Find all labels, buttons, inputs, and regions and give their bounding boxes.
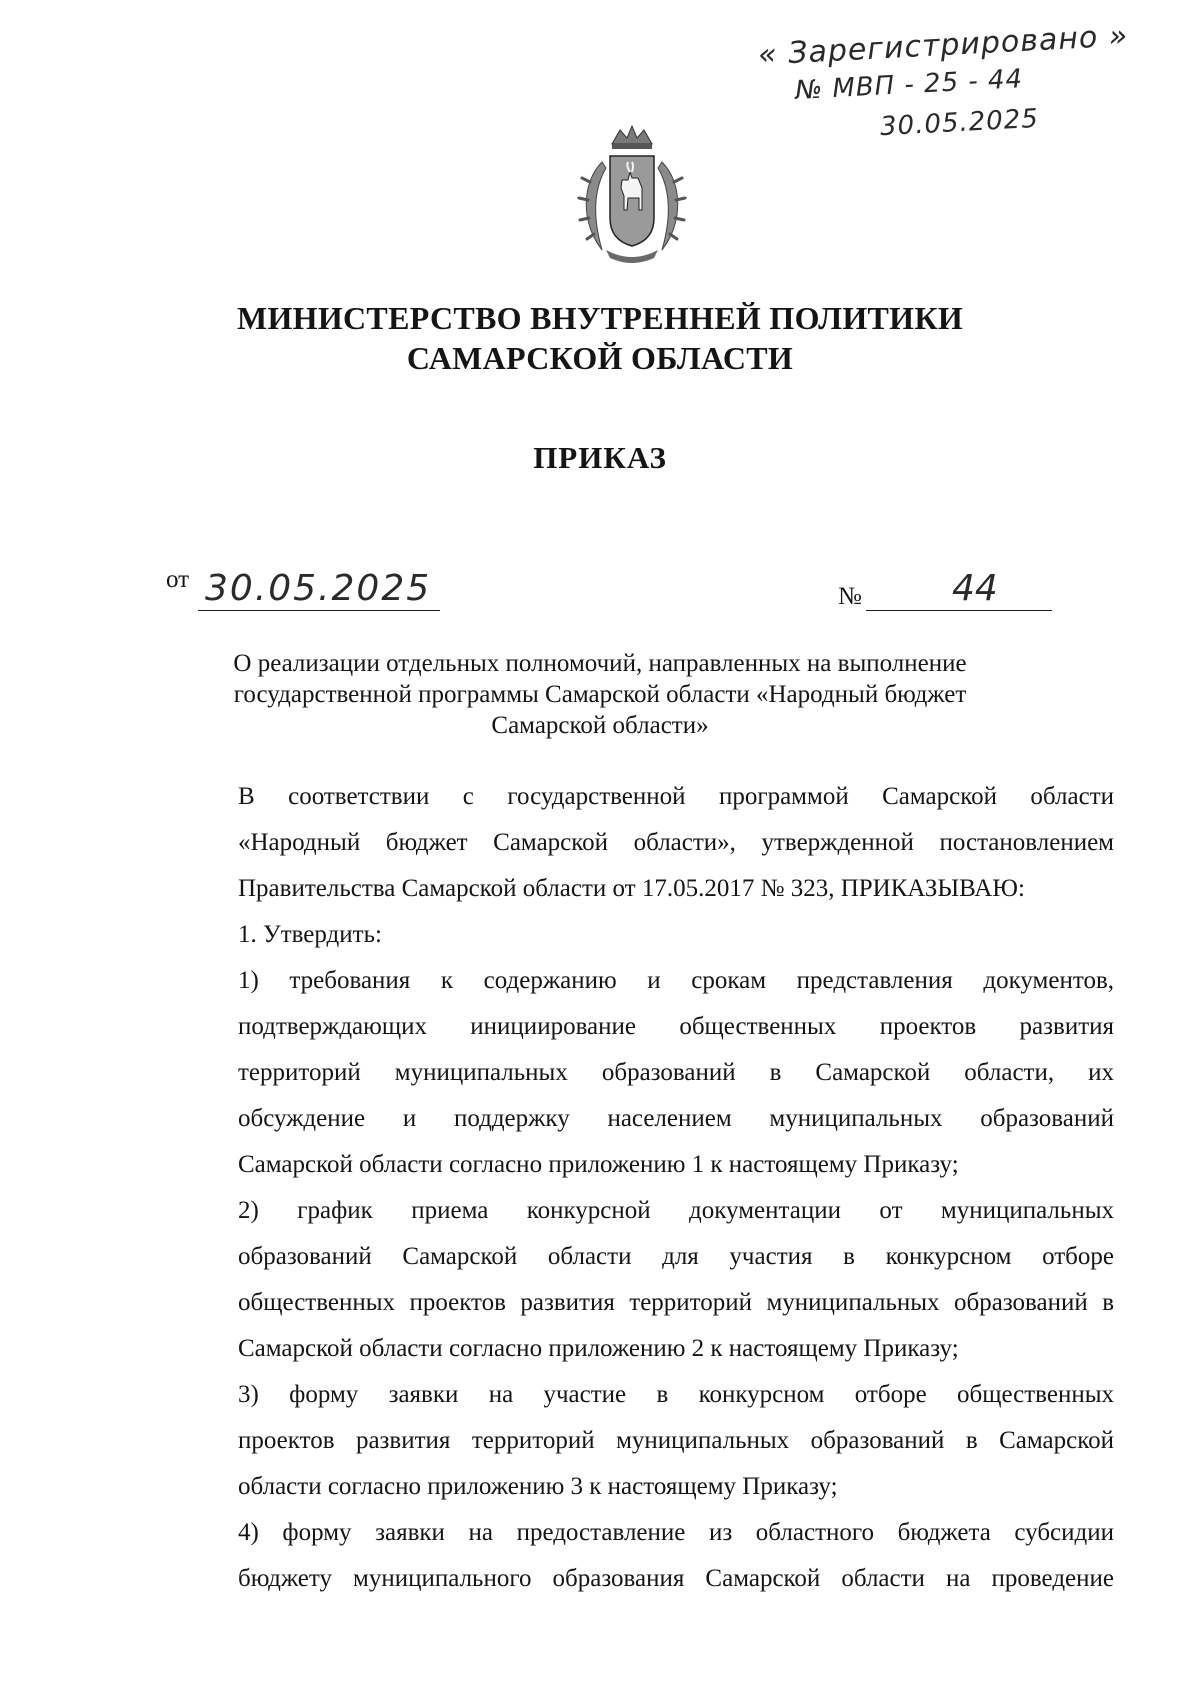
- order-subject: [0, 648, 1200, 741]
- text-line: Правительства Самарской области от 17.05.2017 № 323, ПРИКАЗЫВАЮ:: [238, 875, 1025, 902]
- subject-line: государственной программы Самарской области «Народный бюджет: [233, 681, 967, 708]
- text-line: бюджету муниципального образования Самарской области на проведение: [238, 1565, 1114, 1592]
- text-line: Самарской области согласно приложению 1 к настоящему Приказу;: [238, 1151, 959, 1178]
- subitem-2-paragraph: [166, 1188, 1114, 1372]
- document-type: ПРИКАЗ: [533, 440, 667, 475]
- text-line: подтверждающих инициирование общественных проектов развития: [238, 1013, 1114, 1040]
- order-date: 30.05.2025: [205, 568, 432, 609]
- date-underline: [198, 610, 440, 611]
- subitem-1-paragraph: [166, 958, 1114, 1188]
- text-line: территорий муниципальных образований в Самарской области, их: [238, 1059, 1114, 1086]
- text-line: «Народный бюджет Самарской области», утвержденной постановлением: [238, 829, 1114, 856]
- date-prefix: от: [166, 566, 190, 593]
- order-number: 44: [952, 568, 998, 609]
- text-line: Самарской области согласно приложению 2 к настоящему Приказу;: [238, 1335, 959, 1362]
- text-line: 1. Утвердить:: [238, 921, 382, 948]
- ministry-name: [0, 298, 1200, 378]
- samara-coat-of-arms-icon: [572, 122, 692, 264]
- ministry-line1: МИНИСТЕРСТВО ВНУТРЕННЕЙ ПОЛИТИКИ: [236, 300, 964, 336]
- text-line: области согласно приложению 3 к настоящему Приказу;: [238, 1473, 838, 1500]
- text-line: проектов развития территорий муниципальных образований в Самарской: [238, 1427, 1114, 1454]
- text-line: образований Самарской области для участия в конкурсном отборе: [238, 1243, 1114, 1270]
- text-line: 1) требования к содержанию и срокам представления документов,: [238, 967, 1114, 994]
- intro-paragraph: [166, 774, 1114, 912]
- text-line: общественных проектов развития территорий муниципальных образований в: [238, 1289, 1114, 1316]
- subject-line: О реализации отдельных полномочий, направленных на выполнение: [233, 650, 967, 677]
- text-line: В соответствии с государственной программой Самарской области: [238, 783, 1114, 810]
- item-1-paragraph: [166, 912, 1114, 958]
- text-line: 3) форму заявки на участие в конкурсном отборе общественных: [238, 1381, 1114, 1408]
- subitem-3-paragraph: [166, 1372, 1114, 1510]
- number-underline: [866, 610, 1052, 611]
- text-line: обсуждение и поддержку населением муниципальных образований: [238, 1105, 1114, 1132]
- text-line: 4) форму заявки на предоставление из областного бюджета субсидии: [238, 1519, 1114, 1546]
- subitem-4-paragraph: [166, 1510, 1114, 1602]
- registration-note-line2: № МВП - 25 - 44: [794, 64, 1024, 106]
- registration-note-line3: 30.05.2025: [879, 103, 1040, 143]
- subject-line: Самарской области»: [491, 712, 709, 739]
- order-body: [166, 774, 1114, 1602]
- number-prefix: №: [838, 583, 862, 610]
- text-line: 2) график приема конкурсной документации от муниципальных: [238, 1197, 1114, 1224]
- registration-note-line1: « Зарегистрировано »: [757, 18, 1130, 73]
- ministry-line2: САМАРСКОЙ ОБЛАСТИ: [406, 340, 794, 376]
